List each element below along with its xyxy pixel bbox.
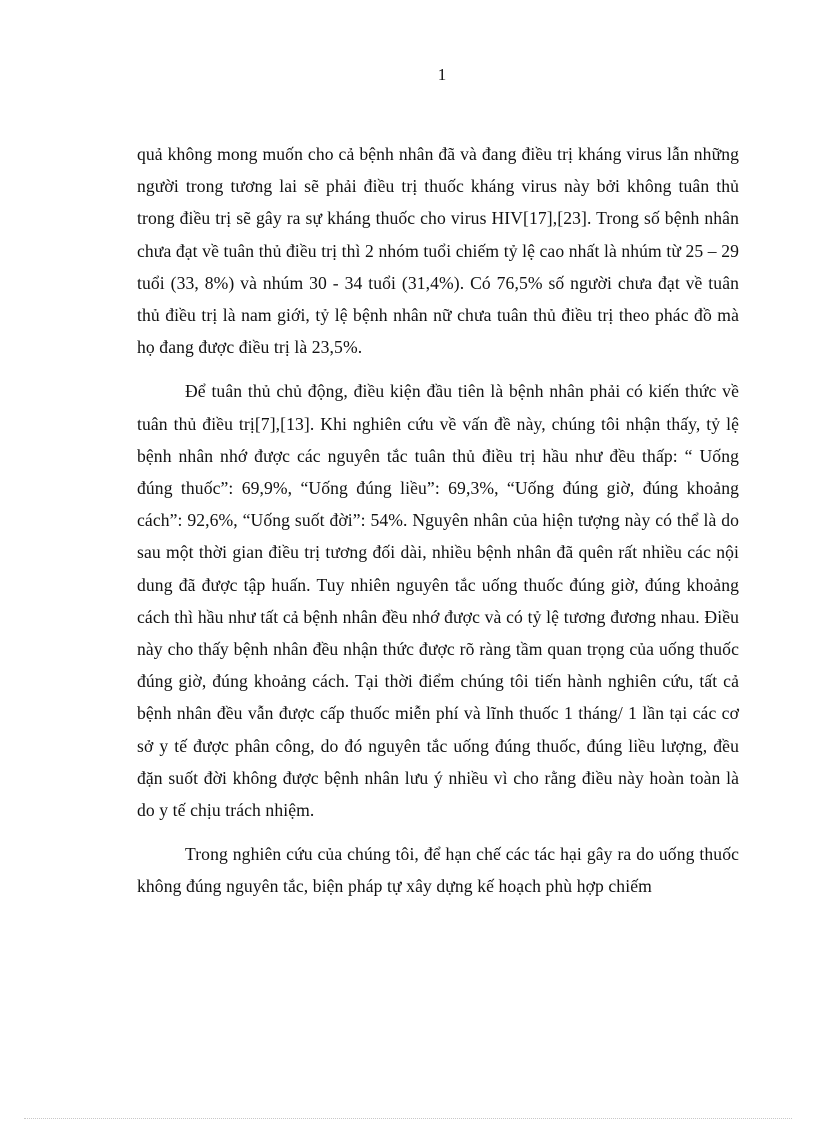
page-number: 1 bbox=[437, 65, 447, 84]
paragraph-adherence-knowledge: Để tuân thủ chủ động, điều kiện đầu tiên là bệnh nhân phải có kiến thức về tuân thủ điều trị[7],[13]. Khi nghiên cứu về vấn đề này, chúng tôi nhận thấy, tỷ lệ bệnh nhân nhớ được các nguyên tắc tuân thủ điều trị hầu như đều thấp: “ Uống đúng thuốc”: 69,9%, “Uống đúng liều”: 69,3%, “Uống đúng giờ, đúng khoảng cách”: 92,6%, “Uống suốt đời”: 54%. Nguyên nhân của hiện tượng này có thể là do sau một thời gian điều trị tương đối dài, nhiều bệnh nhân đã quên rất nhiều các nội dung đã được tập huấn. Tuy nhiên nguyên tắc uống thuốc đúng giờ, đúng khoảng cách thì hầu như tất cả bệnh nhân đều nhớ được và có tỷ lệ tương đương nhau. Điều này cho thấy bệnh nhân đều nhận thức được rõ ràng tầm quan trọng của uống thuốc đúng giờ, đúng khoảng cách. Tại thời điểm chúng tôi tiến hành nghiên cứu, tất cả bệnh nhân đều vẫn được cấp thuốc miễn phí và lĩnh thuốc 1 tháng/ 1 lần tại các cơ sở y tế được phân công, do đó nguyên tắc uống đúng thuốc, đúng liều lượng, đều đặn suốt đời không được bệnh nhân lưu ý nhiều vì cho rằng điều này hoàn toàn là do y tế chịu trách nhiệm. bbox=[137, 381, 739, 821]
document-body bbox=[137, 138, 739, 903]
paragraph-study-measures: Trong nghiên cứu của chúng tôi, để hạn chế các tác hại gây ra do uống thuốc không đúng nguyên tắc, biện pháp tự xây dựng kế hoạch phù hợp chiếm bbox=[137, 844, 739, 897]
paragraph-continuation: quả không mong muốn cho cả bệnh nhân đã và đang điều trị kháng virus lẫn những người trong tương lai sẽ phải điều trị thuốc kháng virus này bởi không tuân thủ trong điều trị sẽ gây ra sự kháng thuốc cho virus HIV[17],[23]. Trong số bệnh nhân chưa đạt về tuân thủ điều trị thì 2 nhóm tuổi chiếm tỷ lệ cao nhất là nhúm từ 25 – 29 tuổi (33, 8%) và nhúm 30 - 34 tuổi (31,4%). Có 76,5% số người chưa đạt về tuân thủ điều trị là nam giới, tỷ lệ bệnh nhân nữ chưa tuân thủ điều trị theo phác đồ mà họ đang được điều trị là 23,5%. bbox=[137, 144, 739, 358]
page-bottom-divider bbox=[24, 1118, 792, 1119]
